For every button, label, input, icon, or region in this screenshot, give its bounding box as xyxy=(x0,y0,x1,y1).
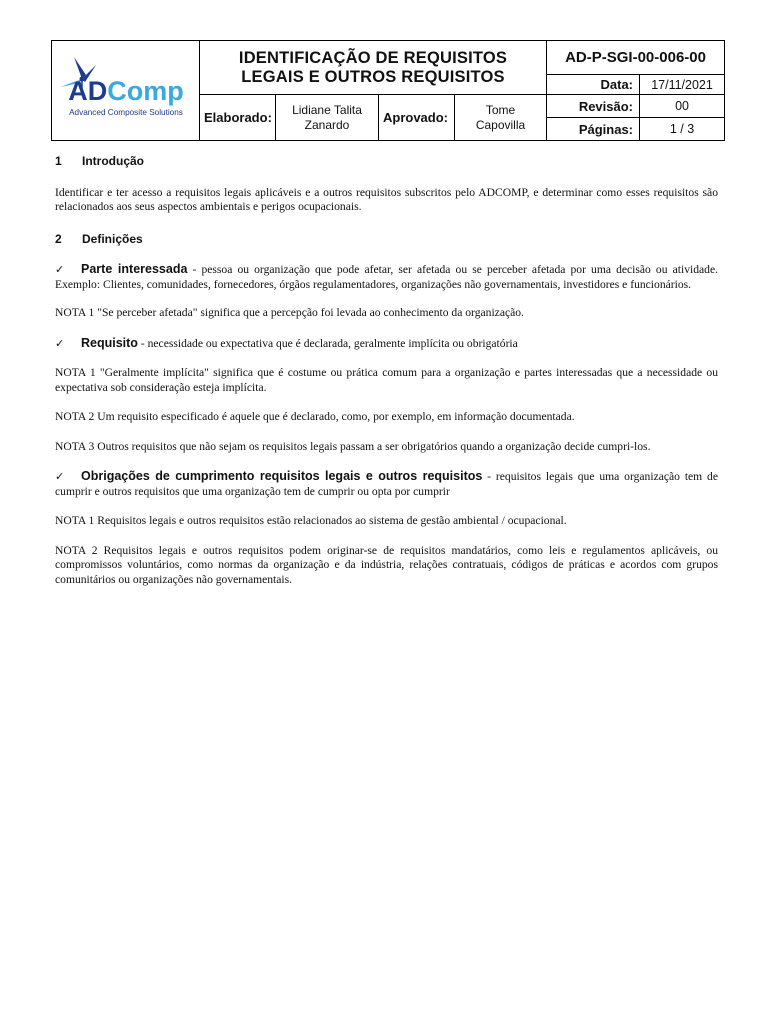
data-label: Data: xyxy=(547,75,640,95)
elaborado-label: Elaborado: xyxy=(200,95,276,141)
section-2-heading: 2 Definições xyxy=(55,231,143,246)
revisao-label: Revisão: xyxy=(547,95,640,118)
d1-nota-1: NOTA 1 "Se perceber afetada" significa que a percepção foi levada ao conhecimento da organização. xyxy=(55,306,524,319)
definition-obrigacoes: ✓ Obrigações de cumprimento requisitos legais e outros requisitos - requisitos legais que uma organização tem de cumprir e outros requisitos que uma organização tem de cumprir ou opta por cumprir xyxy=(55,469,719,498)
elaborado-name: Lidiane Talita Zanardo xyxy=(276,95,379,141)
document-header xyxy=(51,40,725,141)
adcomp-logo xyxy=(54,53,198,123)
d2-nota-3: NOTA 3 Outros requisitos que não sejam os requisitos legais passam a ser obrigatórios quando a organização decide cumpri-los. xyxy=(55,439,651,453)
check-icon: ✓ xyxy=(55,336,65,350)
d2-nota-2: NOTA 2 Um requisito especificado é aquele que é declarado, como, por exemplo, em informação documentada. xyxy=(55,410,575,423)
aprovado-name: Tome Capovilla xyxy=(455,95,547,141)
check-icon: ✓ xyxy=(55,470,65,483)
d2-nota-1: NOTA 1 "Geralmente implícita" significa que é costume ou prática comum para a organização e partes interessadas que a necessidade ou expectativa sob consideração esteja implícita. xyxy=(55,366,718,394)
definition-requisito: ✓ Requisito - necessidade ou expectativa que é declarada, geralmente implícita ou obrigatória xyxy=(55,335,518,350)
paginas-value: 1 / 3 xyxy=(640,118,725,141)
logo-tagline: Advanced Composite Solutions xyxy=(68,108,183,117)
document-title: IDENTIFICAÇÃO DE REQUISITOS LEGAIS E OUTROS REQUISITOS xyxy=(200,41,547,95)
document-body xyxy=(55,154,718,587)
paginas-label: Páginas: xyxy=(547,118,640,141)
data-value: 17/11/2021 xyxy=(640,75,725,95)
check-icon: ✓ xyxy=(55,263,65,276)
definition-parte-interessada: ✓ Parte interessada - pessoa ou organização que pode afetar, ser afetada ou se perceber afetada por uma decisão ou atividade. Exemplo: Clientes, comunidades, fornecedores, órgãos regulamentadores, organizações não governamentais, investidores e funcionários. xyxy=(55,262,718,291)
logo-brand: ADComp xyxy=(67,76,184,106)
revisao-value: 00 xyxy=(640,95,725,118)
document-code: AD-P-SGI-00-006-00 xyxy=(547,41,725,75)
aprovado-label: Aprovado: xyxy=(379,95,455,141)
section-1-heading: 1 Introdução xyxy=(55,154,144,168)
section-1-text: Identificar e ter acesso a requisitos legais aplicáveis e a outros requisitos subscritos pelo ADCOMP, e determinar como esses requisitos são relacionados aos seus aspectos ambientais e perigos ocupacionais. xyxy=(55,185,718,213)
d3-nota-1: NOTA 1 Requisitos legais e outros requisitos estão relacionados ao sistema de gestão ambiental / ocupacional. xyxy=(55,514,567,527)
logo-cell xyxy=(52,41,200,141)
d3-nota-2: NOTA 2 Requisitos legais e outros requisitos podem originar-se de requisitos mandatários, como leis e regulamentos aplicáveis, ou compromissos voluntários, como normas da organização e da indústria, relações contratuais, códigos de práticas e acordos com grupos comunitários ou organizações não governamentais. xyxy=(55,543,718,586)
